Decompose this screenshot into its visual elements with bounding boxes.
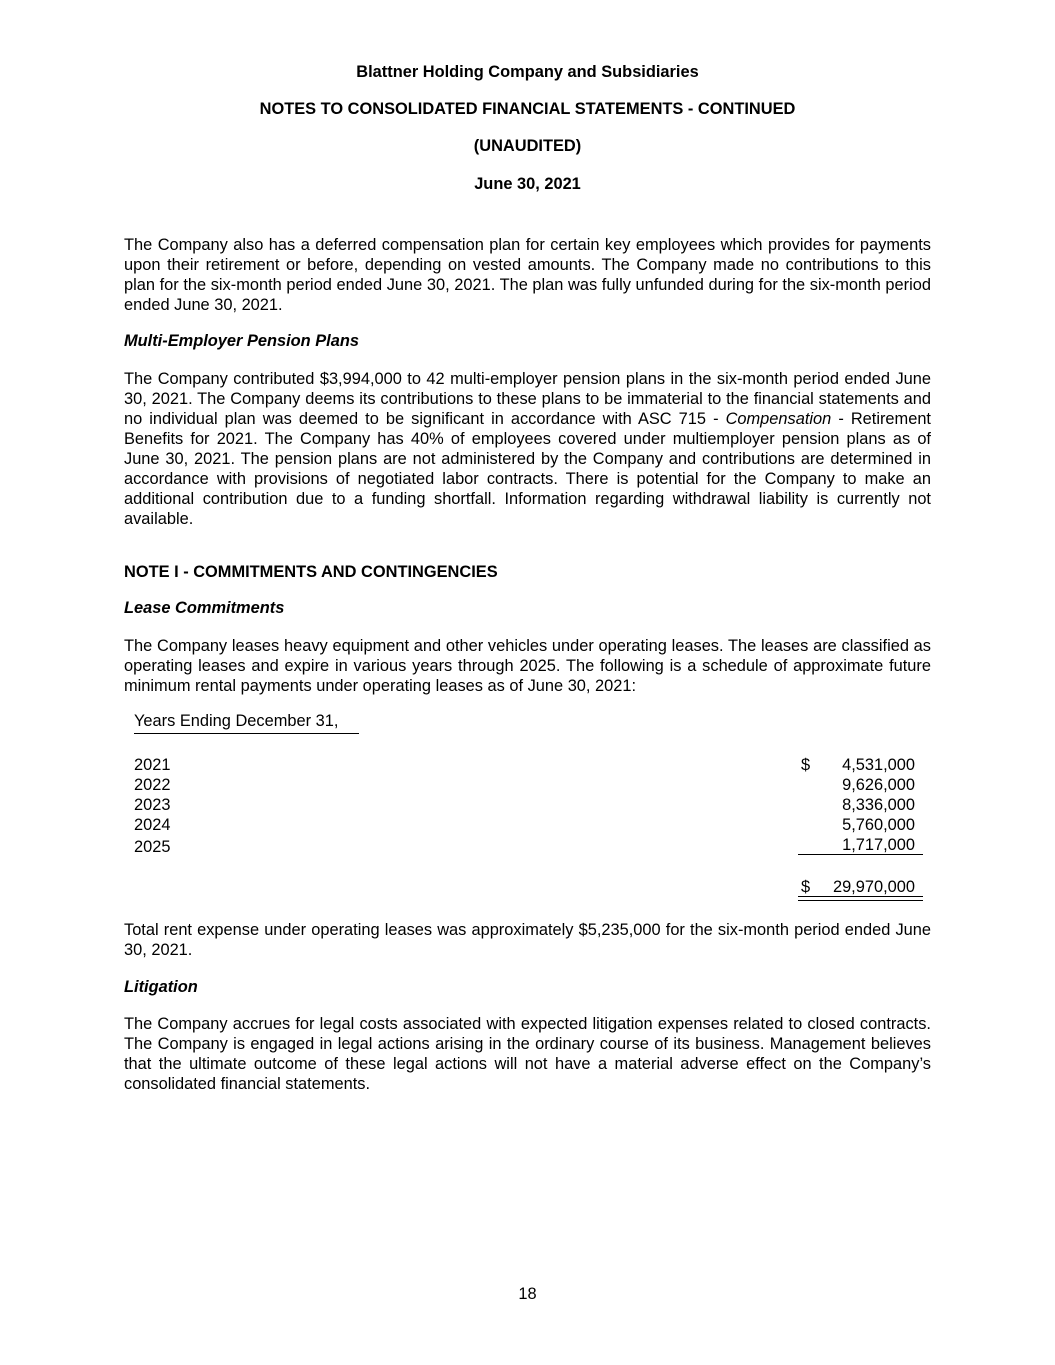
- schedule-amount: 4,531,000: [842, 756, 915, 774]
- schedule-amount: 8,336,000: [842, 796, 915, 814]
- schedule-year: 2022: [134, 776, 171, 794]
- litigation-heading: Litigation: [124, 978, 198, 996]
- multi-employer-text-part2: - Retirement Benefits for 2021. The Company has 40% of employees covered under multiemployer pension plans as of June 30, 2021. The pension plans are not administered by the Company and contributions are determined in accordance with provisions of negotiated labor contracts. There is potential for the Company to make an additional contribution due to a funding shortfall. Information regarding withdrawal liability is currently not available.: [124, 410, 931, 528]
- multi-employer-paragraph: [124, 369, 931, 529]
- schedule-row: [134, 815, 915, 835]
- schedule-amount: 9,626,000: [842, 776, 915, 794]
- subtotal-rule: [798, 854, 923, 855]
- lease-paragraph: The Company leases heavy equipment and other vehicles under operating leases. The leases are classified as operating leases and expire in various years through 2025. The following is a schedule of approximate future minimum rental payments under operating leases as of June 30, 2021:: [124, 637, 931, 695]
- schedule-row: [134, 755, 915, 775]
- schedule-year: 2024: [134, 816, 171, 834]
- schedule-row: [134, 835, 915, 855]
- schedule-total-row: [134, 877, 915, 897]
- rent-expense-paragraph: Total rent expense under operating leases was approximately $5,235,000 for the six-month period ended June 30, 2021.: [124, 921, 931, 959]
- multi-employer-heading: Multi-Employer Pension Plans: [124, 332, 359, 350]
- multi-employer-text-part1: The Company contributed $3,994,000 to 42 multi-employer pension plans in the six-month period ended June 30, 2021. The Company deems its contributions to these plans to be immaterial to the financial statements and no individual plan was deemed to be significant in accordance with ASC 715 -: [124, 370, 931, 428]
- multi-employer-text-italic: Compensation: [725, 410, 832, 428]
- currency-symbol: $: [801, 878, 811, 896]
- schedule-row: [134, 775, 915, 795]
- schedule-year: 2021: [134, 756, 171, 774]
- statement-date: June 30, 2021: [474, 175, 581, 193]
- litigation-paragraph: The Company accrues for legal costs associated with expected litigation expenses related to closed contracts. The Company is engaged in legal actions arising in the ordinary course of its business. Management believes that the ultimate outcome of these legal actions will not have a material adverse effect on the Company’s consolidated financial statements.: [124, 1015, 931, 1093]
- schedule-amount: 5,760,000: [842, 816, 915, 834]
- schedule-year: 2023: [134, 796, 171, 814]
- unaudited-label: (UNAUDITED): [473, 137, 582, 155]
- schedule-total: 29,970,000: [832, 878, 915, 896]
- document-title: NOTES TO CONSOLIDATED FINANCIAL STATEMENTS - CONTINUED: [259, 100, 796, 118]
- company-name: Blattner Holding Company and Subsidiaries: [356, 63, 699, 81]
- schedule-amount: 1,717,000: [842, 836, 915, 854]
- schedule-year: 2025: [134, 838, 171, 856]
- lease-commitments-heading: Lease Commitments: [124, 599, 285, 617]
- deferred-compensation-paragraph: The Company also has a deferred compensation plan for certain key employees which provides for payments upon their retirement or before, depending on vested amounts. The Company made no contributions to this plan for the six-month period ended June 30, 2021. The plan was fully unfunded during for the six-month period ended June 30, 2021.: [124, 236, 931, 314]
- total-double-rule: [798, 896, 923, 901]
- currency-symbol: $: [801, 756, 811, 774]
- schedule-header: Years Ending December 31,: [134, 711, 359, 734]
- page-number: 18: [518, 1285, 537, 1303]
- schedule-row: [134, 795, 915, 815]
- note-i-heading: NOTE I - COMMITMENTS AND CONTINGENCIES: [124, 563, 498, 581]
